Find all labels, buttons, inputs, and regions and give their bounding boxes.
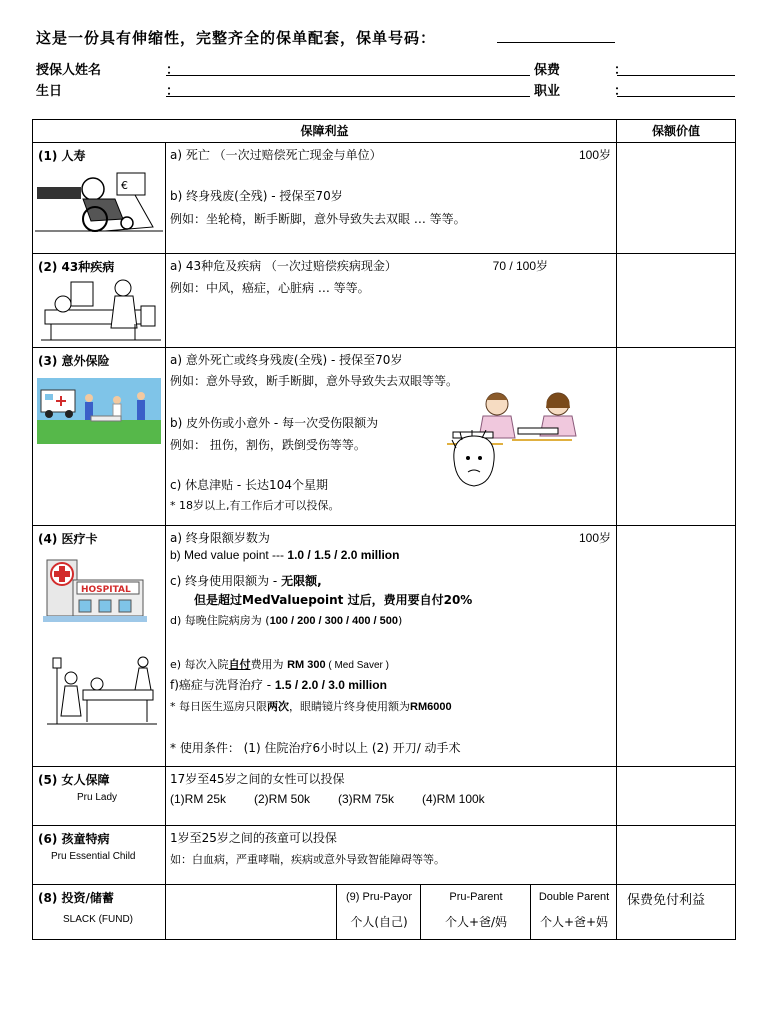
medical-item-c xyxy=(170,572,322,589)
accident-label-cell xyxy=(33,348,166,526)
life-benefit-cell xyxy=(166,143,617,254)
life-title: (1) 人寿 xyxy=(38,149,86,163)
medical-benefit-cell xyxy=(166,526,617,767)
medical-item-d-prefix: d) 每晚住院病房为 ( xyxy=(170,614,270,627)
pru-payor-value: 个人(自己) xyxy=(350,915,408,929)
row-medical xyxy=(33,526,736,767)
critical-item-a-example: 例如：中风，癌症，心脏病 … 等等。 xyxy=(170,281,370,295)
lady-subtitle: Pru Lady xyxy=(77,792,118,803)
medical-value-cell[interactable] xyxy=(617,526,736,767)
medical-item-e-suffix: ( Med Saver ) xyxy=(325,660,389,671)
colon: ： xyxy=(614,84,628,99)
header-benefit: 保障利益 xyxy=(33,120,617,143)
invest-title: (8) 投资/储蓄 xyxy=(38,891,114,905)
accident-value-cell[interactable] xyxy=(617,348,736,526)
occupation-label: 职业 xyxy=(534,84,561,99)
lady-value-cell[interactable] xyxy=(617,767,736,826)
accident-item-b-example: 例如： 扭伤，割伤，跌倒受伤等等。 xyxy=(170,438,366,452)
pru-parent-cell[interactable] xyxy=(420,885,531,939)
ambulance-illustration xyxy=(37,378,161,444)
invest-label-cell xyxy=(33,885,166,940)
medical-item-d-value: 100 / 200 / 300 / 400 / 500 xyxy=(269,615,399,627)
lady-option: (4)RM 100k xyxy=(422,792,485,806)
life-item-a-age: 100岁 xyxy=(578,148,612,162)
medical-item-g-prefix: * 每日医生巡房只限 xyxy=(170,700,267,713)
pru-parent-value: 个人+爸/妈 xyxy=(444,915,508,929)
life-item-b: b) 终身残废(全残) - 授保至70岁 xyxy=(170,189,343,203)
premium-label: 保费 xyxy=(534,63,561,78)
page-title: 这是一份具有伸缩性，完整齐全的保单配套，保单号码： xyxy=(36,29,437,47)
nurse-desk-illustration xyxy=(512,388,588,448)
double-parent-label: Double Parent xyxy=(538,891,610,903)
life-item-a: a) 死亡 （一次过赔偿死亡现金与单位） xyxy=(170,148,382,162)
accident-item-b: b) 皮外伤或小意外 - 每一次受伤限额为 xyxy=(170,416,379,430)
row-accident xyxy=(33,348,736,526)
critical-benefit-cell xyxy=(166,254,617,348)
row-lady xyxy=(33,767,736,826)
accident-note: * 18岁以上,有工作后才可以投保。 xyxy=(170,499,340,512)
medical-item-f-prefix: f)癌症与洗肾治疗 - xyxy=(170,678,275,692)
medical-item-b-prefix: b) Med value point --- xyxy=(170,548,288,562)
critical-label-cell xyxy=(33,254,166,348)
pru-parent-label: Pru-Parent xyxy=(449,891,503,903)
colon: ： xyxy=(614,63,628,78)
dob-label: 生日 xyxy=(36,84,63,99)
double-parent-value: 个人+爸+妈 xyxy=(539,915,609,929)
accident-benefit-cell xyxy=(166,348,617,526)
medical-label-cell xyxy=(33,526,166,767)
policy-number-field[interactable] xyxy=(497,42,615,43)
critical-title: (2) 43种疾病 xyxy=(38,260,115,274)
double-parent-cell[interactable] xyxy=(530,885,617,939)
waiver-cell[interactable] xyxy=(617,885,736,940)
hospital-bed-illustration xyxy=(41,276,161,344)
waiver-label: 保费免付利益 xyxy=(627,893,706,908)
insured-name-label: 授保人姓名 xyxy=(36,63,102,78)
medical-item-c-prefix: c) 终身使用限额为 - xyxy=(170,574,282,588)
child-title: (6) 孩童特病 xyxy=(38,832,110,846)
lady-eligibility: 17岁至45岁之间的女性可以投保 xyxy=(170,772,345,786)
life-label-cell xyxy=(33,143,166,254)
row-critical xyxy=(33,254,736,348)
hospital-sign-text: HOSPITAL xyxy=(81,585,131,595)
lady-option: (1)RM 25k xyxy=(170,792,227,806)
medical-item-a-age: 100岁 xyxy=(578,531,612,545)
lady-option: (3)RM 75k xyxy=(338,792,395,806)
medical-item-f-value: 1.5 / 2.0 / 3.0 million xyxy=(274,678,387,692)
lady-title: (5) 女人保障 xyxy=(38,773,110,787)
life-value-cell[interactable] xyxy=(617,143,736,254)
row-life xyxy=(33,143,736,254)
critical-value-cell[interactable] xyxy=(617,254,736,348)
child-label-cell xyxy=(33,826,166,885)
premium-field[interactable] xyxy=(617,75,735,76)
child-example: 如：白血病，严重哮喘，疾病或意外导致智能障碍等等。 xyxy=(170,853,445,866)
svg-text:€: € xyxy=(121,179,128,192)
accident-item-c: c) 休息津贴 - 长达104个星期 xyxy=(170,478,328,492)
lady-label-cell xyxy=(33,767,166,826)
child-benefit-cell xyxy=(166,826,617,885)
child-eligibility: 1岁至25岁之间的孩童可以投保 xyxy=(170,831,337,845)
medical-item-e-prefix: e) 每次入院 xyxy=(170,658,229,671)
lady-benefit-cell xyxy=(166,767,617,826)
wheelchair-illustration xyxy=(35,169,163,233)
medical-item-a: a) 终身限额岁数为 xyxy=(170,531,270,545)
row-child xyxy=(33,826,736,885)
colon: ： xyxy=(166,63,180,78)
medical-item-h: * 使用条件： (1) 住院治疗6小时以上 (2) 开刀/ 动手术 xyxy=(170,741,461,755)
medical-item-g-value: RM6000 xyxy=(410,701,452,713)
medical-item-e-value: RM 300 xyxy=(287,659,326,671)
medical-item-c-line2: 但是超过MedValuepoint 过后，费用要自付20% xyxy=(194,593,473,607)
life-item-b-example: 例如：坐轮椅，断手断脚，意外导致失去双眼 … 等等。 xyxy=(170,212,466,226)
medical-item-e-underline: 自付 xyxy=(228,658,251,671)
child-subtitle: Pru Essential Child xyxy=(51,851,136,862)
hospital-ward-illustration xyxy=(47,654,157,730)
medical-item-b xyxy=(170,548,399,562)
hospital-building-illustration xyxy=(43,550,147,626)
medical-item-g xyxy=(170,698,452,714)
accident-title: (3) 意外保险 xyxy=(38,354,110,368)
thinking-face-illustration xyxy=(446,430,502,490)
occupation-field[interactable] xyxy=(617,96,735,97)
insured-name-field[interactable] xyxy=(166,75,530,76)
critical-item-a-age: 70 / 100岁 xyxy=(492,259,549,273)
dob-field[interactable] xyxy=(166,96,530,97)
medical-item-d-suffix: ) xyxy=(398,614,403,627)
medical-item-b-value: 1.0 / 1.5 / 2.0 million xyxy=(287,548,400,562)
invest-subtitle: SLACK (FUND) xyxy=(63,914,134,925)
benefits-table xyxy=(32,119,736,940)
medical-item-e-mid: 费用为 xyxy=(250,658,288,671)
medical-item-c-bold: 无限额, xyxy=(281,574,322,588)
pru-payor-cell[interactable] xyxy=(336,885,421,939)
medical-item-g-bold: 两次 xyxy=(267,700,289,713)
accident-item-a: a) 意外死亡或终身残废(全残) - 授保至70岁 xyxy=(170,353,403,367)
medical-item-e xyxy=(170,656,389,672)
child-value-cell[interactable] xyxy=(617,826,736,885)
medical-item-d xyxy=(170,612,402,628)
medical-item-g-mid: ，眼睛镜片终身使用额为 xyxy=(289,700,410,713)
lady-option: (2)RM 50k xyxy=(254,792,311,806)
pru-payor-label: (9) Pru-Payor xyxy=(345,891,413,903)
invest-benefit-cell xyxy=(166,885,617,940)
row-invest xyxy=(33,885,736,940)
accident-item-a-example: 例如：意外导致，断手断脚，意外导致失去双眼等等。 xyxy=(170,374,459,388)
colon: ： xyxy=(166,84,180,99)
critical-item-a: a) 43种危及疾病 （一次过赔偿疾病现金） xyxy=(170,259,397,273)
medical-item-f xyxy=(170,676,387,693)
header-value: 保额价值 xyxy=(617,120,736,143)
medical-title: (4) 医疗卡 xyxy=(38,532,98,546)
table-header-row xyxy=(33,120,736,143)
